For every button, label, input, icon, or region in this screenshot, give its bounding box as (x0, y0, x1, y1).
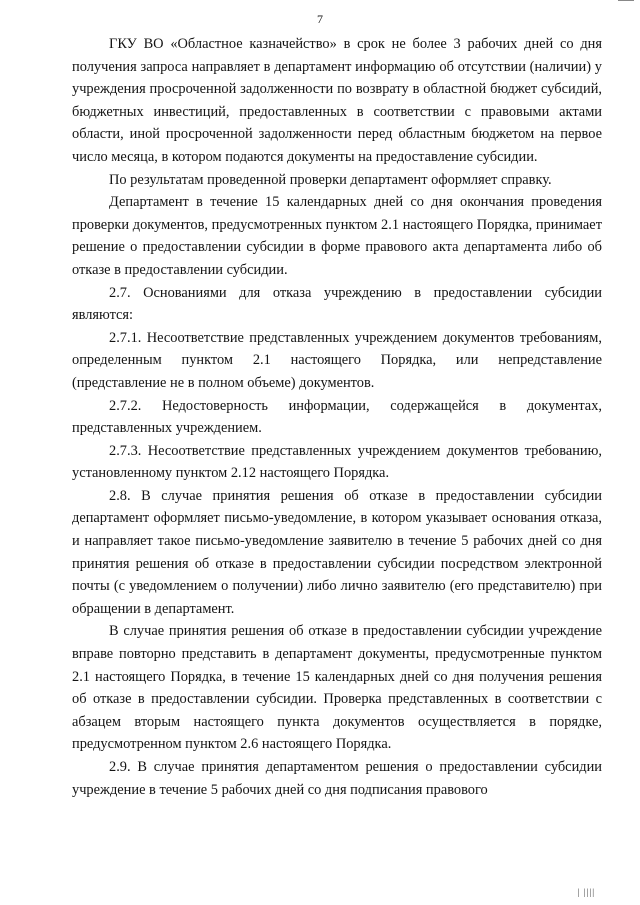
paragraph-2-7: 2.7. Основаниями для отказа учреждению в предоставлении субсидии являются: (72, 284, 602, 324)
paragraph-2-7-2: 2.7.2. Недостоверность информации, содержащейся в документах, представленных учреждением. (72, 397, 602, 437)
paragraph-decision: Департамент в течение 15 календарных дней со дня окончания проведения проверки документов, предусмотренных пунктом 2.1 настоящего Порядка, принимает решение о предоставлении субсидии в форме правового акта департамента либо об отказе в предоставлении субсидии. (72, 194, 602, 278)
scan-mark: | |||| (577, 887, 595, 897)
paragraph-treasury-response: ГКУ ВО «Областное казначейство» в срок не более 3 рабочих дней со дня получения запроса направляет в департамент информацию об отсутствии (наличии) у учреждения просроченной задолженности по возврату в областной бюджет субсидий, бюджетных инвестиций, предоставленных в соответствии с правовыми актами области, иной просроченной задолженности перед областным бюджетом на первое число месяца, в котором подаются документы на предоставление субсидии. (72, 36, 602, 165)
paragraph-2-8: 2.8. В случае принятия решения об отказе в предоставлении субсидии департамент оформляет письмо-уведомление, в котором указывает основания отказа, и направляет такое письмо-уведомление заявителю в течение 5 рабочих дней со дня принятия решения об отказе в предоставлении субсидии посредством электронной почты (с уведомлением о получении) либо лично заявителю (его представителю) при обращении в департамент. (72, 487, 602, 617)
paragraph-certificate: По результатам проведенной проверки департамент оформляет справку. (109, 171, 552, 188)
paragraph-2-9: 2.9. В случае принятия департаментом решения о предоставлении субсидии учреждение в течение 5 рабочих дней со дня подписания правового (72, 759, 602, 798)
document-body (72, 33, 602, 801)
paragraph-2-7-1: 2.7.1. Несоответствие представленных учреждением документов требованиям, определенным пунктом 2.1 настоящего Порядка, или непредставление (представление не в полном объеме) документов. (72, 329, 602, 391)
paragraph-resubmission: В случае принятия решения об отказе в предоставлении субсидии учреждение вправе повторно представить в департамент документы, предусмотренные пунктом 2.1 настоящего Порядка, в течение 15 календарных дней со дня получения решения об отказе в предоставлении субсидии. Проверка представленных в соответствии с абзацем вторым настоящего пункта документов осуществляется в порядке, предусмотренном пунктом 2.6 настоящего Порядка. (72, 623, 602, 753)
paragraph-2-7-3: 2.7.3. Несоответствие представленных учреждением документов требованию, установленному пунктом 2.12 настоящего Порядка. (72, 442, 602, 482)
scan-edge-mark (618, 0, 634, 3)
page-number: 7 (317, 12, 323, 26)
